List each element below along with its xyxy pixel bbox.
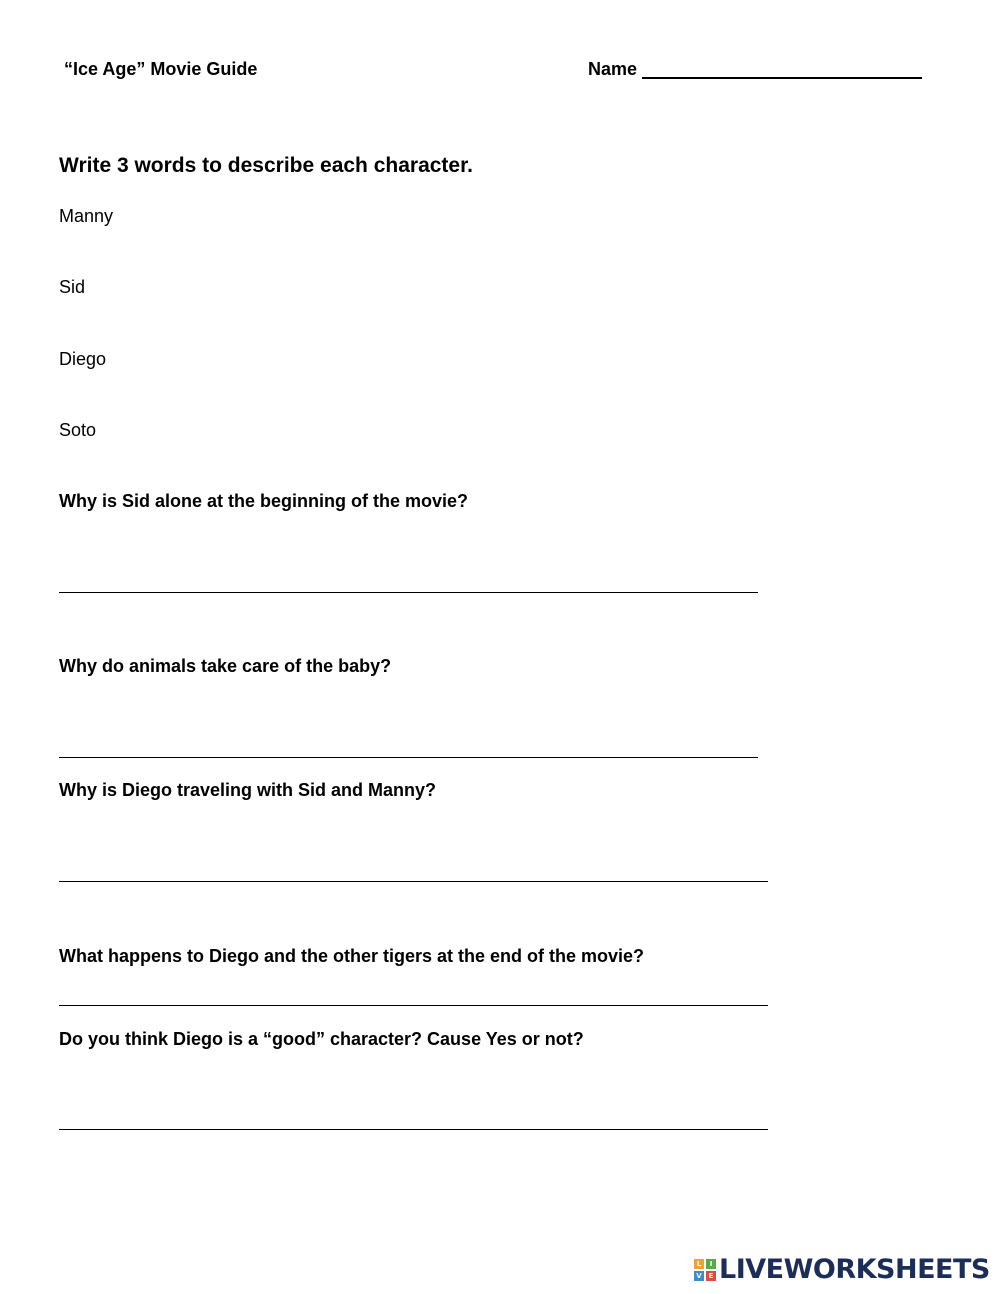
name-field: [588, 59, 922, 80]
question-1: Why is Sid alone at the beginning of the movie?: [59, 491, 469, 511]
character-manny: Manny: [59, 206, 114, 226]
logo-block-l: L: [694, 1259, 704, 1269]
answer-line-3[interactable]: [59, 881, 768, 882]
character-diego: Diego: [59, 349, 107, 369]
liveworksheets-logo: [694, 1254, 990, 1285]
name-answer-line[interactable]: [642, 59, 922, 79]
logo-text: LIVEWORKSHEETS: [719, 1254, 990, 1285]
answer-line-2[interactable]: [59, 757, 758, 758]
question-5: Do you think Diego is a “good” character? Cause Yes or not?: [59, 1029, 584, 1049]
logo-blocks-icon: [694, 1259, 716, 1281]
question-4: What happens to Diego and the other tigers at the end of the movie?: [59, 946, 645, 966]
character-sid: Sid: [59, 277, 86, 297]
question-3: Why is Diego traveling with Sid and Manny?: [59, 780, 437, 800]
question-2: Why do animals take care of the baby?: [59, 656, 392, 676]
answer-line-1[interactable]: [59, 592, 758, 593]
worksheet-title: “Ice Age” Movie Guide: [64, 59, 258, 79]
instruction-heading: Write 3 words to describe each character.: [59, 154, 473, 177]
answer-line-5[interactable]: [59, 1129, 768, 1130]
name-label: Name: [588, 59, 638, 79]
logo-block-i: I: [706, 1259, 716, 1269]
answer-line-4[interactable]: [59, 1005, 768, 1006]
logo-block-v: V: [694, 1271, 704, 1281]
character-soto: Soto: [59, 420, 97, 440]
logo-block-e: E: [706, 1271, 716, 1281]
